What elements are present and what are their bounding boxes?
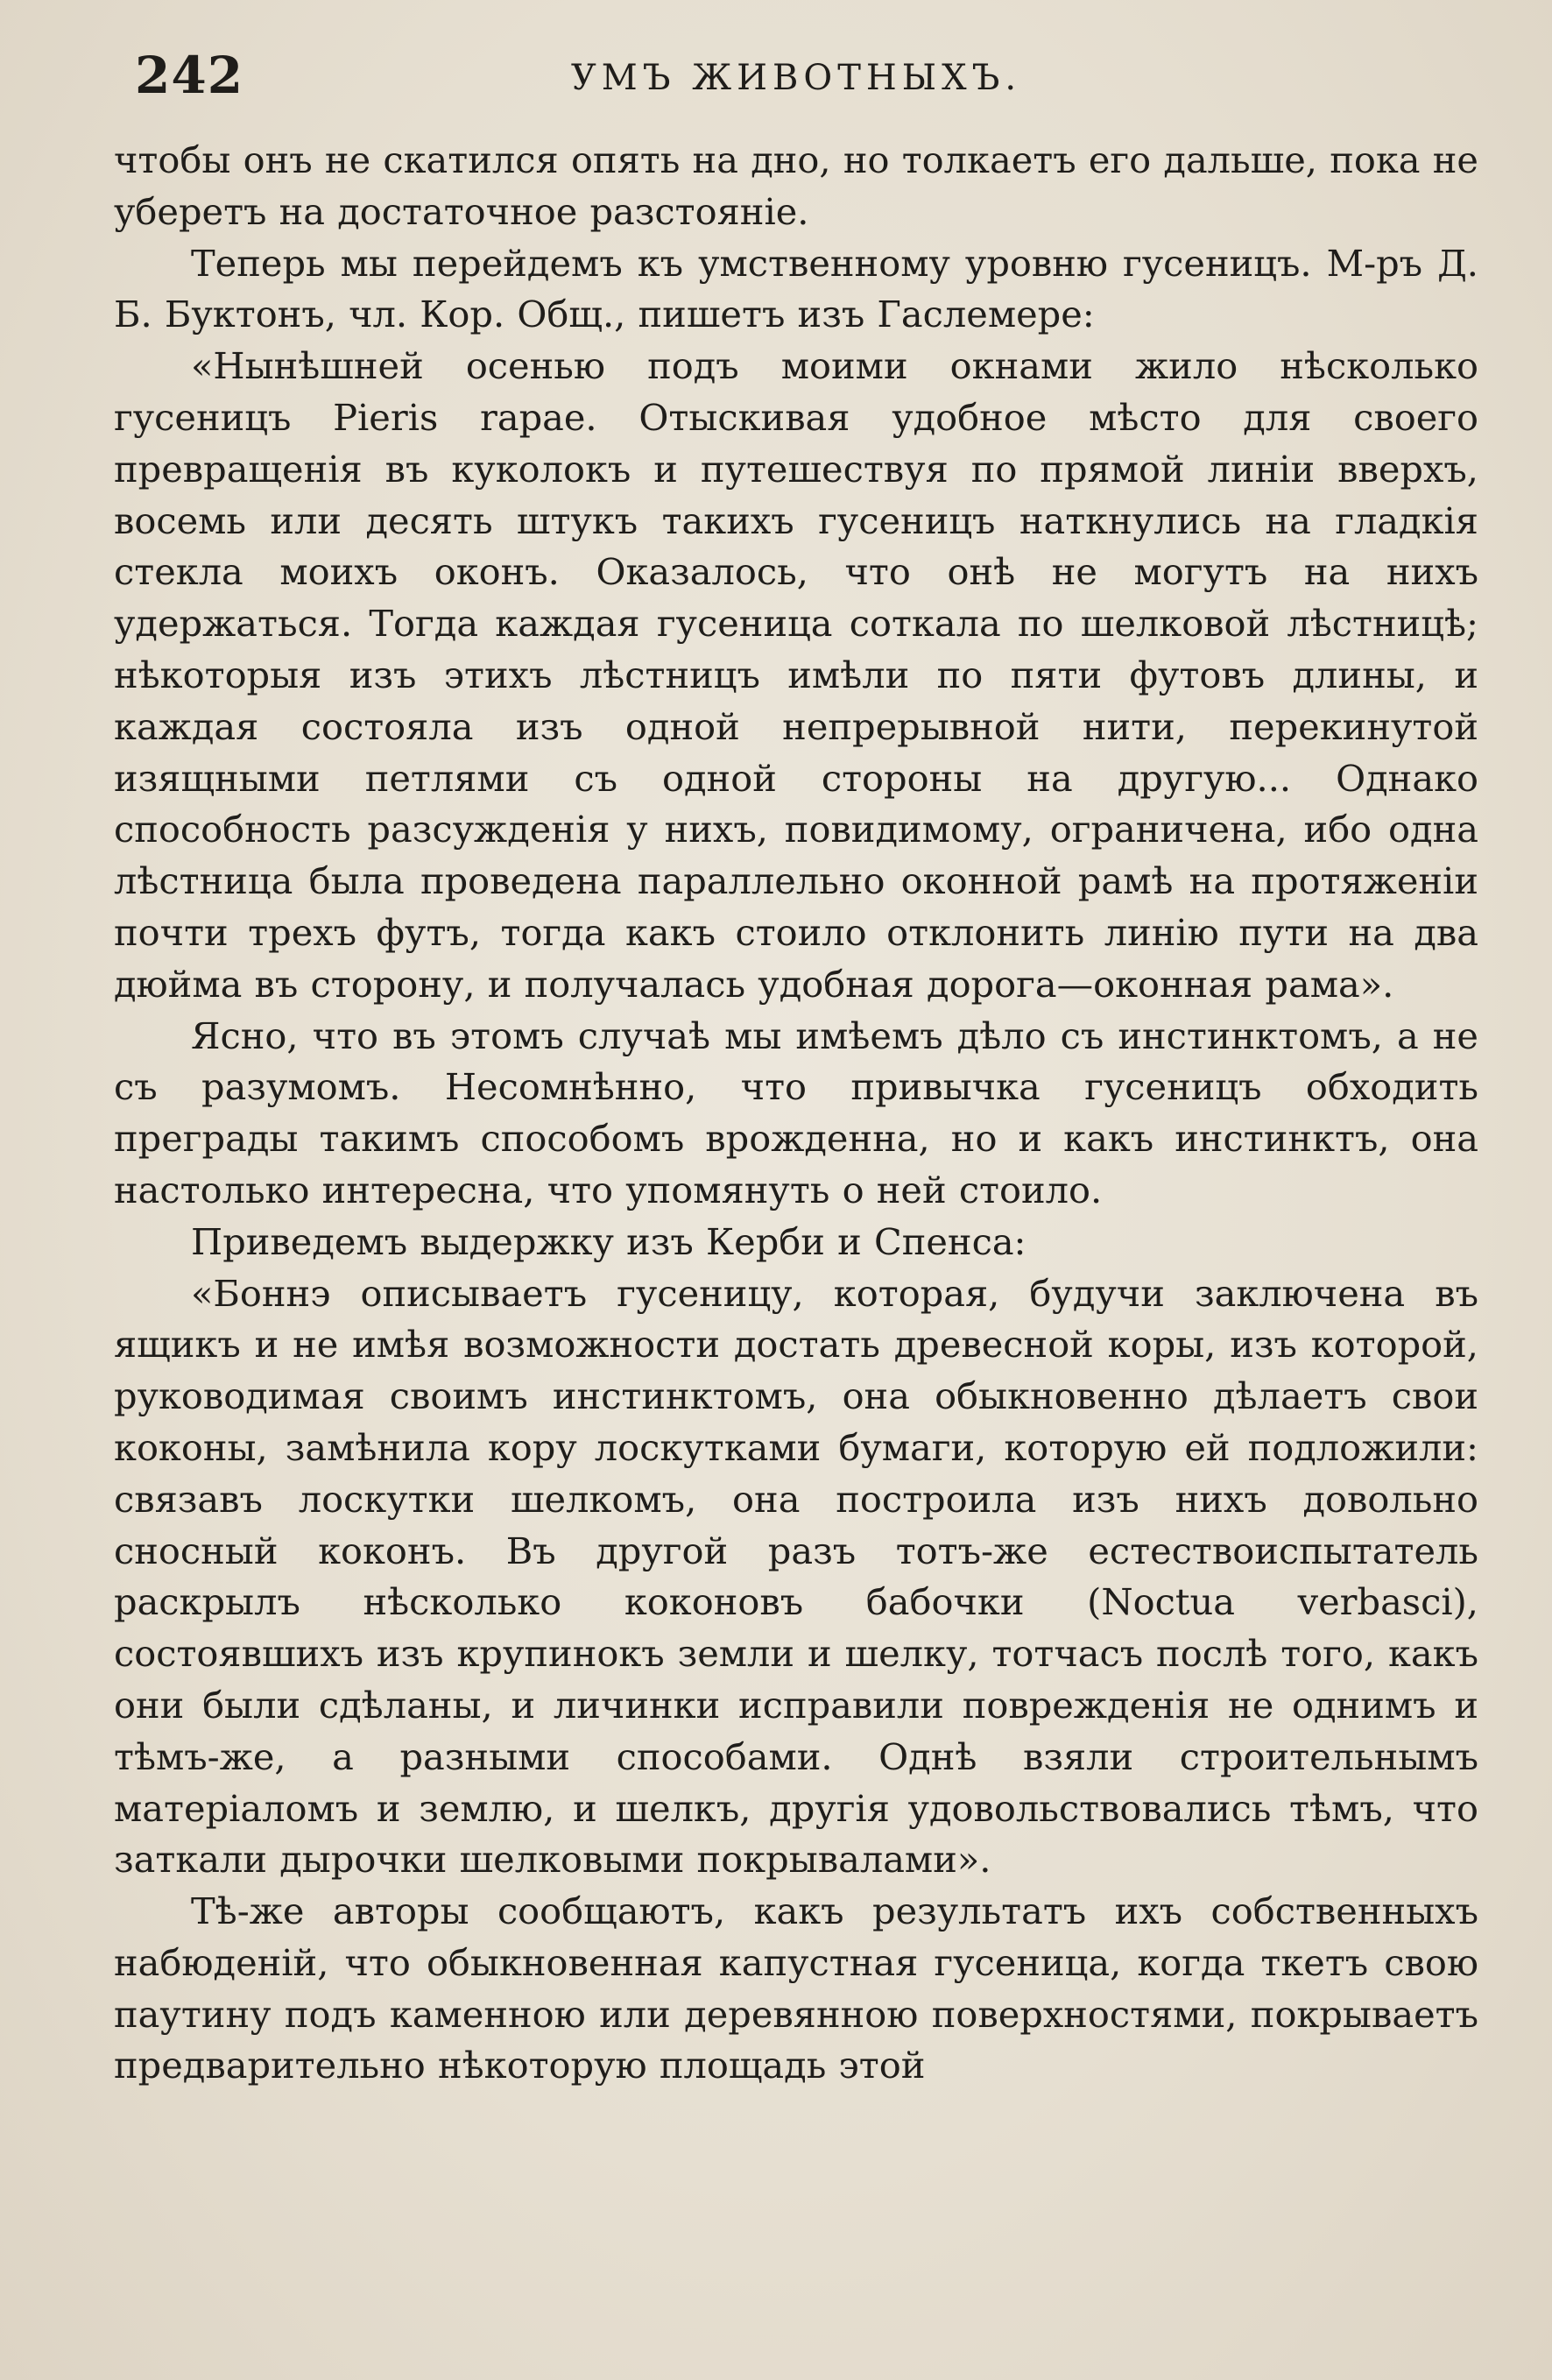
- paragraph-cabbage-caterpillar: Тѣ-же авторы сообщаютъ, какъ результатъ ихъ собственныхъ набюденій, что обыкновенная капустная гусеница, когда ткетъ свою паутину подъ каменною или деревянною поверхностями, покрываетъ предварительно нѣкоторую площадь этой: [114, 1889, 1478, 2087]
- paragraph-instinct-conclusion: Ясно, что въ этомъ случаѣ мы имѣемъ дѣло съ инстинктомъ, а не съ разумомъ. Несомнѣнно, что привычка гусеницъ обходить преграды такимъ способомъ врожденна, но и какъ инстинктъ, она настолько интересна, что упомянуть о ней стоило.: [114, 1013, 1478, 1211]
- paragraph-caterpillar-intellect: Теперь мы перейдемъ къ умственному уровню гусеницъ. М-ръ Д. Б. Буктонъ, чл. Кор. Общ., пишетъ изъ Гаслемере:: [114, 241, 1478, 336]
- running-title: УМЪ ЖИВОТНЫХЪ.: [570, 58, 1022, 98]
- body-text: [114, 135, 1478, 2092]
- page-header: [114, 40, 1478, 110]
- paragraph-buckton-quote: «Нынѣшней осенью подъ моими окнами жило нѣсколько гусеницъ Pieris rapae. Отыскивая удобное мѣсто для своего превращенія въ куколокъ и путешествуя по прямой линіи вверхъ, восемь или десять штукъ такихъ гусеницъ наткнулись на гладкія стекла моихъ оконъ. Оказалось, что онѣ не могутъ на нихъ удержаться. Тогда каждая гусеница соткала по шелковой лѣстницѣ; нѣкоторыя изъ этихъ лѣстницъ имѣли по пяти футовъ длины, и каждая состояла изъ одной непрерывной нити, перекинутой изящными петлями съ одной стороны на другую... Однако способность разсужденія у нихъ, повидимому, ограничена, ибо одна лѣстница была проведена параллельно оконной рамѣ на протяженіи почти трехъ футъ, тогда какъ стоило отклонить линію пути на два дюйма въ сторону, и получалась удобная дорога—оконная рама».: [114, 344, 1478, 1006]
- page-number: 242: [135, 46, 244, 105]
- paragraph-continuation: чтобы онъ не скатился опять на дно, но толкаетъ его дальше, пока не уберетъ на достаточное разстояніе.: [114, 138, 1478, 233]
- paragraph-kirby-spence-intro: Приведемъ выдержку изъ Керби и Спенса:: [191, 1219, 1026, 1263]
- paragraph-bonnet-quote: «Боннэ описываетъ гусеницу, которая, будучи заключена въ ящикъ и не имѣя возможности достать древесной коры, изъ которой, руководимая своимъ инстинктомъ, она обыкновенно дѣлаетъ свои коконы, замѣнила кору лоскутками бумаги, которую ей подложили: связавъ лоскутки шелкомъ, она построила изъ нихъ довольно сносный коконъ. Въ другой разъ тотъ-же естествоиспытатель раскрылъ нѣсколько коконовъ бабочки (Noctua verbasci), состоявшихъ изъ крупинокъ земли и шелку, тотчасъ послѣ того, какъ они были сдѣланы, и личинки исправили поврежденія не однимъ и тѣмъ-же, а разными способами. Однѣ взяли строительнымъ матеріаломъ и землю, и шелкъ, другія удовольствовались тѣмъ, что заткали дырочки шелковыми покрывалами».: [114, 1271, 1478, 1882]
